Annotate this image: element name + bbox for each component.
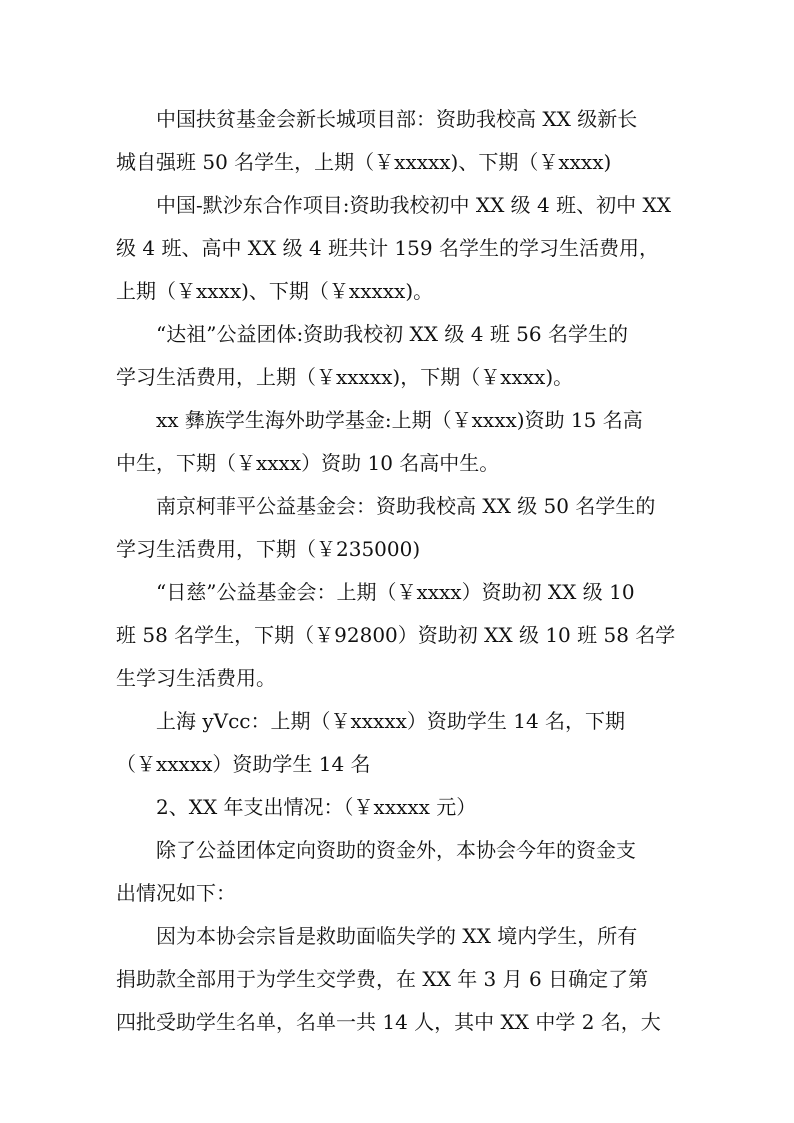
text-line: 上期（￥xxxx)、下期（￥xxxxx)。 — [116, 279, 434, 303]
paragraph-china-msd-project — [116, 184, 686, 313]
text-line: 中国扶贫基金会新长城项目部：资助我校高 XX 级新长 — [156, 107, 638, 131]
paragraph-yi-overseas-fund — [116, 399, 686, 485]
text-line: 因为本协会宗旨是救助面临失学的 XX 境内学生，所有 — [156, 924, 638, 948]
paragraph-dazu-charity — [116, 313, 686, 399]
text-line: 学习生活费用，上期（￥xxxxx)，下期（￥xxxx)。 — [116, 365, 574, 389]
text-line: 除了公益团体定向资助的资金外，本协会今年的资金支 — [156, 838, 636, 862]
text-line: “达祖”公益团体:资助我校初 XX 级 4 班 56 名学生的 — [156, 322, 628, 346]
paragraph-nanjing-kefeiping — [116, 485, 686, 571]
text-line: 四批受助学生名单，名单一共 14 人，其中 XX 中学 2 名，大 — [116, 1010, 661, 1034]
text-line: （￥xxxxx）资助学生 14 名 — [116, 752, 371, 776]
section-heading-expenditure — [116, 786, 686, 829]
paragraph-shanghai-yvcc — [116, 700, 686, 786]
text-line: 南京柯菲平公益基金会：资助我校高 XX 级 50 名学生的 — [156, 494, 656, 518]
text-line: 班 58 名学生，下期（￥92800）资助初 XX 级 10 班 58 名学 — [116, 623, 676, 647]
text-line: xx 彝族学生海外助学基金:上期（￥xxxx)资助 15 名高 — [156, 408, 643, 432]
text-line: 中生，下期（￥xxxx）资助 10 名高中生。 — [116, 451, 500, 475]
paragraph-cpaf-new-great-wall — [116, 98, 686, 184]
paragraph-association-purpose — [116, 915, 686, 1044]
paragraph-expenditure-intro — [116, 829, 686, 915]
text-line: 城自强班 50 名学生，上期（￥xxxxx)、下期（￥xxxx) — [116, 150, 612, 174]
paragraph-rici-foundation — [116, 571, 686, 700]
text-line: 级 4 班、高中 XX 级 4 班共计 159 名学生的学习生活费用， — [116, 236, 659, 260]
text-line: 学习生活费用，下期（￥235000) — [116, 537, 421, 561]
text-line: 中国-默沙东合作项目:资助我校初中 XX 级 4 班、初中 XX — [156, 193, 671, 217]
text-line: 生学习生活费用。 — [116, 666, 276, 690]
text-line: 2、XX 年支出情况：（￥xxxxx 元） — [156, 795, 477, 819]
text-line: 上海 yVcc：上期（￥xxxxx）资助学生 14 名，下期 — [156, 709, 626, 733]
text-line: 捐助款全部用于为学生交学费，在 XX 年 3 月 6 日确定了第 — [116, 967, 649, 991]
text-line: 出情况如下： — [116, 881, 236, 905]
text-line: “日慈”公益基金会：上期（￥xxxx）资助初 XX 级 10 — [156, 580, 635, 604]
